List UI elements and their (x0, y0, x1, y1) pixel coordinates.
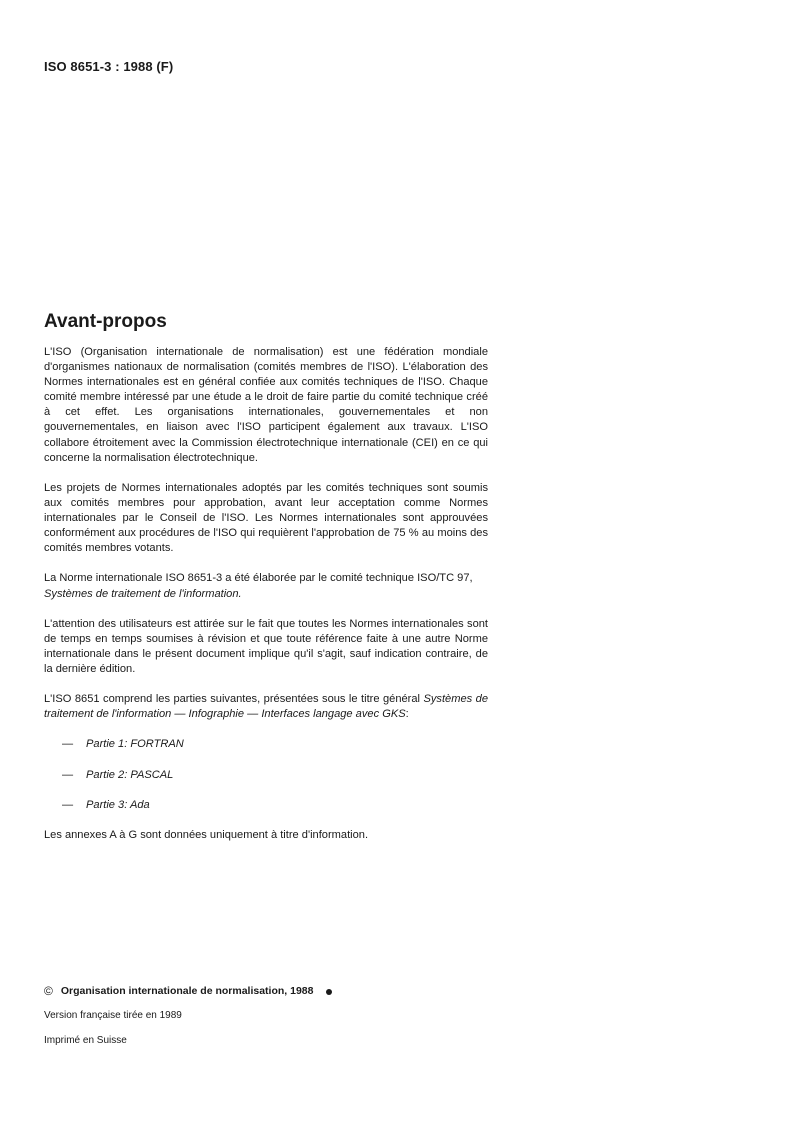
paragraph-iso-description: L'ISO (Organisation internationale de normalisation) est une fédération mondiale d'organismes nationaux de normalisation (comités membres de l'ISO). L'élaboration des Normes internationales est en général confiée aux comités techniques de l'ISO. Chaque comité membre intéressé par une étude a le droit de faire partie du comité technique créé à cet effet. Les organisations internationales, gouvernementales et non gouvernementales, en liaison avec l'ISO participent également aux travaux. L'ISO collabore étroitement avec la Commission électrotechnique internationale (CEI) en ce qui concerne la normalisation électrotechnique. (44, 346, 488, 464)
list-dash: — (62, 768, 74, 781)
paragraph-annexes: Les annexes A à G sont données uniquement à titre d'information. (44, 829, 369, 841)
parts-intro-colon: : (405, 708, 409, 721)
list-item (44, 768, 488, 783)
list-item (44, 737, 488, 752)
bullet-icon (326, 989, 332, 995)
page-title: Avant-propos (44, 311, 167, 332)
paragraph-parts-intro (44, 692, 488, 722)
list-dash: — (62, 798, 74, 811)
paragraph-committee (44, 571, 488, 601)
list-item (44, 798, 488, 813)
copyright-line (44, 985, 332, 998)
printed-note: Imprimé en Suisse (44, 1035, 127, 1046)
document-id: ISO 8651-3 : 1988 (F) (44, 59, 174, 74)
foreword-body (44, 345, 488, 858)
paragraph-adoption: Les projets de Normes internationales adoptés par les comités techniques sont soumis aux comités membres pour approbation, avant leur acceptation comme Normes internationales par le Conseil de l'ISO. Les Normes internationales sont approuvées conformément aux procédures de l'ISO qui requièrent l'approbation de 75 % au moins des comités membres votants. (44, 481, 488, 555)
committee-title: Systèmes de traitement de l'information. (44, 587, 242, 600)
list-item-label: Partie 1: FORTRAN (86, 738, 184, 751)
copyright-symbol: © (44, 984, 53, 998)
list-item-label: Partie 3: Ada (86, 798, 150, 811)
parts-intro-text: L'ISO 8651 comprend les parties suivantes, présentées sous le titre général (44, 693, 420, 706)
paragraph-revision: L'attention des utilisateurs est attirée sur le fait que toutes les Normes internationales sont de temps en temps soumises à révision et que toute référence faite à une autre Norme internationale dans le présent document implique qu'il s'agit, sauf indication contraire, de la dernière édition. (44, 617, 488, 675)
edition-note: Version française tirée en 1989 (44, 1010, 182, 1021)
committee-text: La Norme internationale ISO 8651-3 a été élaborée par le comité technique ISO/TC 97, (44, 572, 473, 585)
parts-general-title: Systèmes de traitement de l'information — Infographie — Interfaces langage avec GKS (44, 693, 488, 721)
list-dash: — (62, 738, 74, 751)
footer (44, 985, 332, 1047)
list-item-label: Partie 2: PASCAL (86, 768, 174, 781)
parts-list (44, 737, 488, 812)
copyright-text: Organisation internationale de normalisation, 1988 (60, 985, 314, 997)
